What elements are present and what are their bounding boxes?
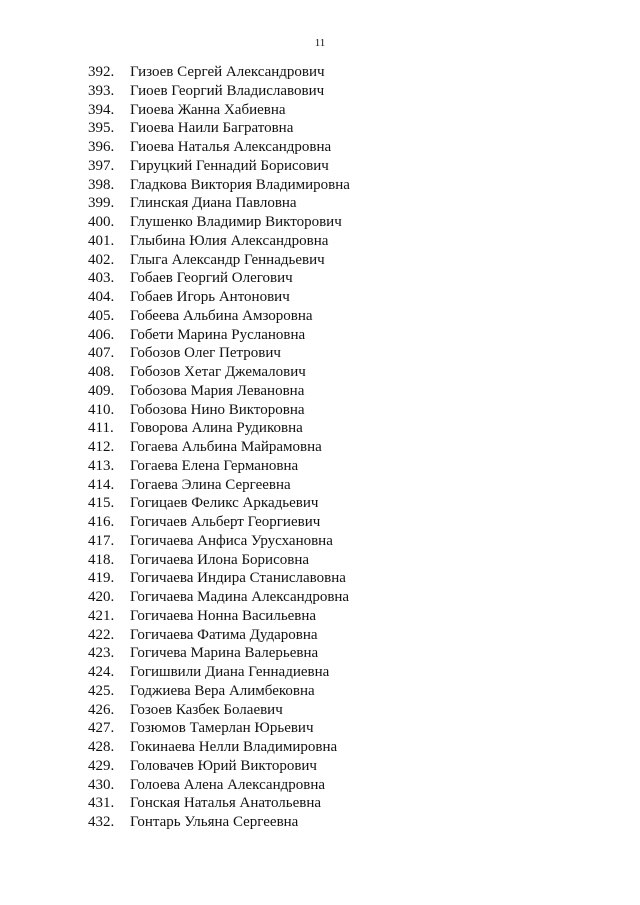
list-item (88, 157, 608, 176)
entry-number: 395. (88, 120, 115, 137)
entry-name: Глыга Александр Геннадьевич (130, 251, 325, 268)
entry-name: Гогаева Елена Германовна (130, 457, 299, 474)
entry-number: 396. (88, 139, 115, 155)
list-item (88, 794, 608, 813)
entry-name: Гобаев Игорь Антонович (130, 289, 290, 305)
list-item (88, 476, 608, 495)
entry-number: 418. (88, 551, 115, 568)
list-item (88, 63, 608, 82)
list-item (88, 232, 608, 251)
list-item (88, 551, 608, 570)
entry-name: Гогичаева Нонна Васильевна (130, 607, 317, 624)
entry-number: 424. (88, 664, 115, 680)
entry-number: 414. (88, 476, 115, 493)
entry-number: 393. (88, 82, 115, 99)
list-item (88, 663, 608, 682)
entry-number: 429. (88, 757, 115, 774)
entry-number: 407. (88, 345, 115, 362)
name-list (88, 63, 608, 832)
list-item (88, 588, 608, 607)
entry-number: 427. (88, 720, 115, 737)
entry-number: 406. (88, 326, 115, 343)
entry-name: Гогаева Альбина Майрамовна (130, 439, 322, 455)
entry-number: 392. (88, 64, 115, 80)
entry-name: Гогичева Марина Валерьевна (130, 645, 319, 662)
entry-number: 430. (88, 776, 115, 793)
list-item (88, 776, 608, 795)
list-item (88, 644, 608, 663)
entry-number: 397. (88, 157, 115, 174)
entry-number: 412. (88, 439, 115, 455)
entry-name: Головачев Юрий Викторович (130, 757, 317, 774)
list-item (88, 607, 608, 626)
entry-name: Гонтарь Ульяна Сергеевна (130, 814, 299, 830)
entry-number: 426. (88, 701, 115, 718)
list-item (88, 494, 608, 513)
entry-number: 419. (88, 570, 115, 587)
list-item (88, 457, 608, 476)
entry-name: Гиоева Наталья Александровна (130, 139, 332, 155)
entry-number: 421. (88, 607, 115, 624)
entry-name: Глушенко Владимир Викторович (130, 214, 342, 230)
entry-name: Гозоев Казбек Болаевич (130, 701, 283, 718)
entry-name: Глыбина Юлия Александровна (130, 232, 329, 249)
entry-name: Гозюмов Тамерлан Юрьевич (130, 720, 314, 737)
entry-name: Гогичаева Индира Станиславовна (130, 570, 346, 587)
entry-name: Гогичаев Альберт Георгиевич (130, 514, 321, 530)
list-item (88, 738, 608, 757)
entry-name: Гобозова Мария Левановна (130, 382, 305, 399)
entry-number: 398. (88, 176, 115, 193)
list-item (88, 307, 608, 326)
entry-number: 399. (88, 195, 115, 212)
list-item (88, 701, 608, 720)
entry-number: 416. (88, 514, 115, 530)
list-item (88, 757, 608, 776)
entry-name: Гиоева Жанна Хабиевна (130, 101, 286, 118)
entry-name: Гиоев Георгий Владиславович (130, 82, 325, 99)
entry-number: 413. (88, 457, 115, 474)
list-item (88, 213, 608, 232)
list-item (88, 682, 608, 701)
entry-number: 404. (88, 289, 115, 305)
entry-name: Гиоева Наили Багратовна (130, 120, 294, 137)
entry-name: Гобаев Георгий Олегович (130, 270, 293, 287)
list-item (88, 251, 608, 270)
list-item (88, 382, 608, 401)
entry-number: 403. (88, 270, 115, 287)
entry-number: 410. (88, 401, 115, 418)
entry-name: Гогаева Элина Сергеевна (130, 476, 291, 493)
page-number: 11 (314, 37, 326, 49)
list-item (88, 813, 608, 832)
entry-name: Гогичаева Анфиса Урусхановна (130, 532, 333, 549)
list-item (88, 138, 608, 157)
list-item (88, 532, 608, 551)
list-item (88, 401, 608, 420)
entry-number: 405. (88, 307, 115, 324)
entry-name: Гогичаева Мадина Александровна (130, 589, 350, 605)
entry-name: Гобозова Нино Викторовна (130, 401, 305, 418)
entry-number: 408. (88, 364, 115, 380)
entry-number: 420. (88, 589, 115, 605)
list-item (88, 176, 608, 195)
list-item (88, 82, 608, 101)
list-item (88, 513, 608, 532)
entry-name: Говорова Алина Рудиковна (130, 420, 303, 437)
list-item (88, 363, 608, 382)
entry-name: Гладкова Виктория Владимировна (130, 176, 350, 193)
list-item (88, 326, 608, 345)
entry-name: Гогишвили Диана Геннадиевна (130, 664, 330, 680)
entry-name: Гизоев Сергей Александрович (130, 64, 325, 80)
entry-number: 400. (88, 214, 115, 230)
entry-number: 394. (88, 101, 115, 118)
entry-name: Гобозов Хетаг Джемалович (130, 364, 306, 380)
entry-name: Гонская Наталья Анатольевна (130, 795, 322, 812)
entry-number: 402. (88, 251, 115, 268)
entry-number: 431. (88, 795, 115, 812)
entry-name: Гогичаева Илона Борисовна (130, 551, 310, 568)
entry-number: 401. (88, 232, 115, 249)
entry-number: 423. (88, 645, 115, 662)
list-item (88, 626, 608, 645)
list-item (88, 269, 608, 288)
entry-name: Гогичаева Фатима Дударовна (130, 626, 318, 643)
entry-number: 425. (88, 682, 115, 699)
entry-name: Годжиева Вера Алимбековна (130, 682, 315, 699)
list-item (88, 719, 608, 738)
entry-number: 428. (88, 739, 115, 755)
list-item (88, 119, 608, 138)
entry-name: Гокинаева Нелли Владимировна (130, 739, 338, 755)
list-item (88, 438, 608, 457)
entry-name: Гобеева Альбина Амзоровна (130, 307, 313, 324)
entry-name: Гируцкий Геннадий Борисович (130, 157, 329, 174)
entry-name: Глинская Диана Павловна (130, 195, 297, 212)
entry-name: Гобети Марина Руслановна (130, 326, 306, 343)
list-item (88, 194, 608, 213)
entry-number: 411. (88, 420, 114, 437)
list-item (88, 569, 608, 588)
entry-number: 417. (88, 532, 115, 549)
entry-number: 409. (88, 382, 115, 399)
entry-number: 432. (88, 814, 115, 830)
list-item (88, 344, 608, 363)
list-item (88, 101, 608, 120)
entry-number: 415. (88, 495, 115, 512)
entry-number: 422. (88, 626, 115, 643)
entry-name: Гогицаев Феликс Аркадьевич (130, 495, 319, 512)
entry-name: Гобозов Олег Петрович (130, 345, 281, 362)
list-item (88, 419, 608, 438)
list-item (88, 288, 608, 307)
entry-name: Голоева Алена Александровна (130, 776, 325, 793)
